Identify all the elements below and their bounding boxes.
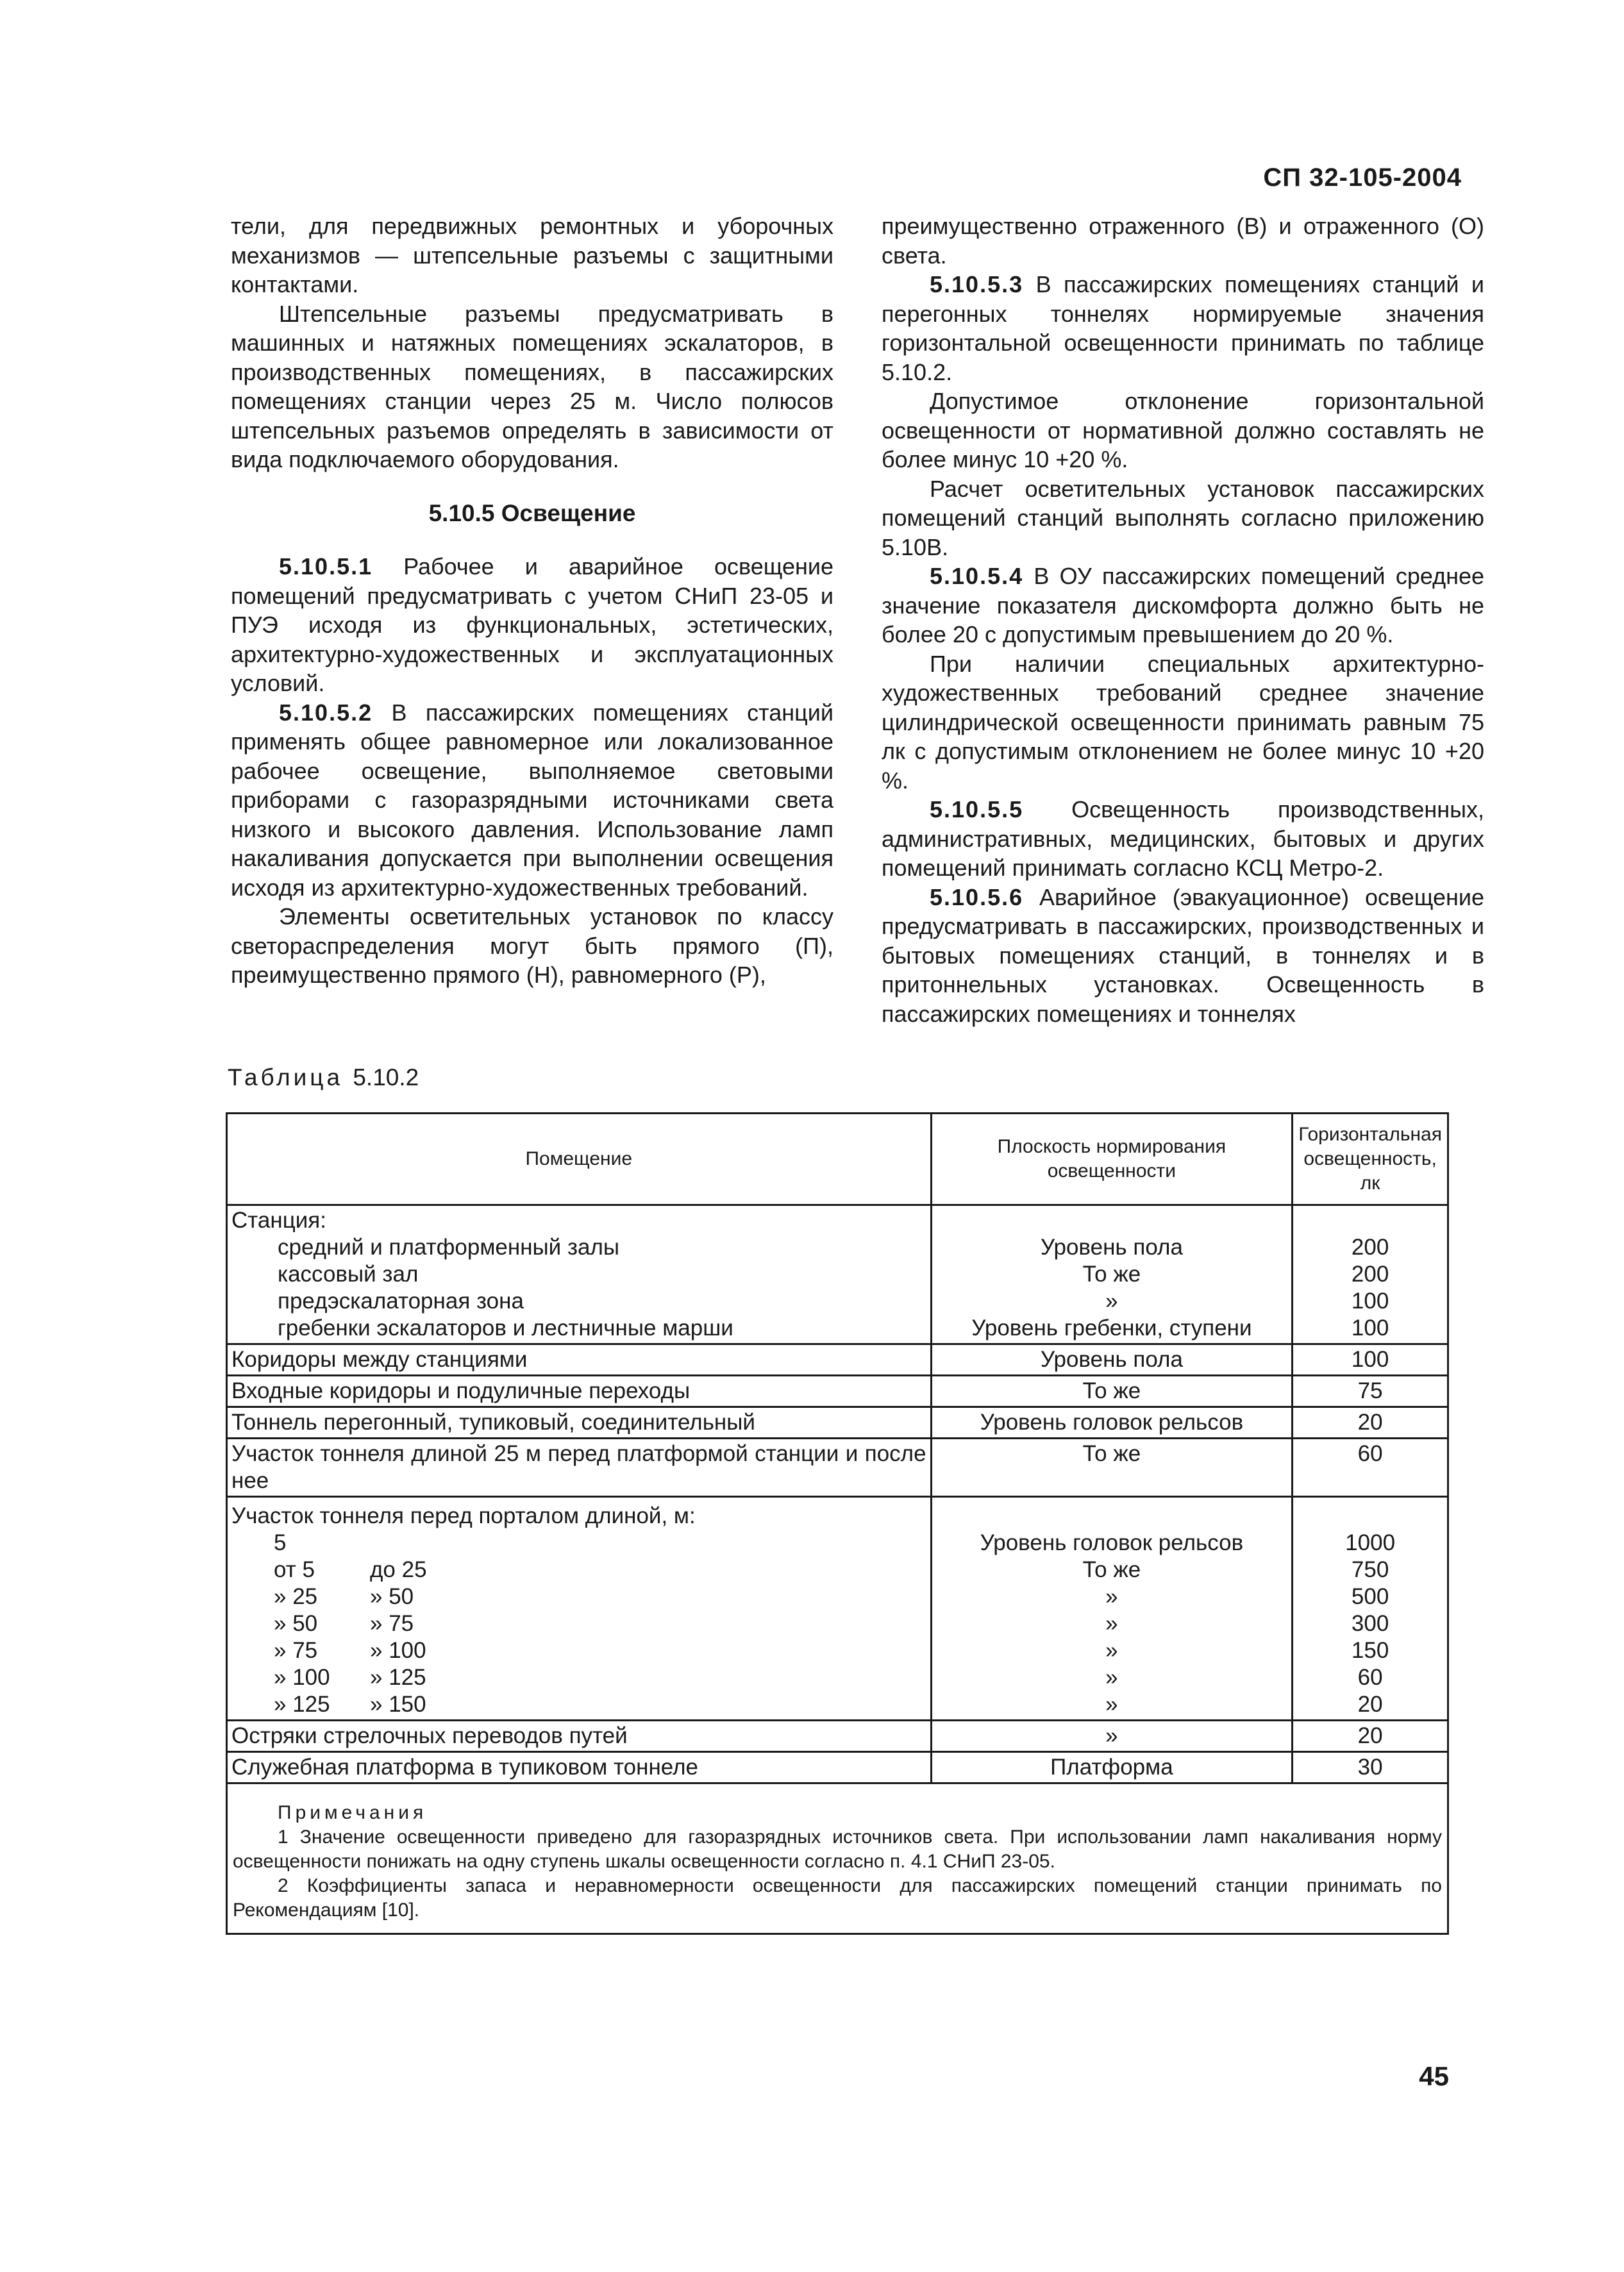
plane-cell: То же (931, 1376, 1293, 1407)
table-row (227, 1376, 1448, 1407)
illuminance-cell: 20 (1293, 1407, 1448, 1439)
room-cell: Входные коридоры и подуличные переходы (227, 1376, 932, 1407)
clause-number: 5.10.5.3 (930, 271, 1024, 297)
plane-value: » (1105, 1638, 1118, 1663)
table-row (227, 1407, 1448, 1439)
clause-text: В пассажирских помещениях станций и перегонных тоннелях нормируемые значения горизонтальной освещенности принимать по таблице 5.10.2. (882, 271, 1484, 385)
length-range (231, 1637, 926, 1664)
room-name: кассовый зал (278, 1262, 419, 1287)
plane-value: Уровень гребенки, ступени (971, 1316, 1252, 1341)
clause-number: 5.10.5.6 (930, 883, 1024, 910)
paragraph (231, 698, 833, 903)
room-cell: Участок тоннеля длиной 25 м перед платформой станции и после нее (227, 1439, 932, 1497)
range-to: до 25 (370, 1557, 427, 1582)
paragraph (882, 562, 1484, 649)
table-row (227, 1497, 1448, 1721)
clause-number: 5.10.5.4 (930, 563, 1024, 589)
header-plane: Плоскость нормирования освещенности (931, 1114, 1293, 1205)
header-room: Помещение (227, 1114, 932, 1205)
room-cell: Коридоры между станциями (227, 1344, 932, 1376)
range-from: » 50 (274, 1611, 318, 1636)
paragraph: преимущественно отраженного (В) и отраженного (О) света. (882, 213, 1484, 269)
clause-text: Аварийное (эвакуационное) освещение предусматривать в пассажирских, производственных и бытовых помещениях станций, в тоннелях и в притоннельных установках. Освещенность в пассажирских помещениях и тоннелях (882, 883, 1484, 1027)
table-row (227, 1344, 1448, 1376)
paragraph: Элементы осветительных установок по классу светораспределения могут быть прямого (П), преимущественно прямого (Н), равномерного (Р), (231, 903, 833, 988)
illuminance-value: 60 (1357, 1665, 1383, 1690)
doc-code: СП 32-105-2004 (1263, 163, 1462, 192)
paragraph (882, 795, 1484, 883)
plane-value: Уровень головок рельсов (980, 1530, 1244, 1555)
plane-value: То же (1082, 1262, 1141, 1287)
room-cell: Служебная платформа в тупиковом тоннеле (227, 1752, 932, 1783)
length-range (231, 1664, 926, 1691)
range-to: » 100 (370, 1638, 426, 1663)
paragraph: Расчет осветительных установок пассажирских помещений станций выполнять согласно приложению 5.10В. (882, 475, 1484, 560)
clause-number: 5.10.5.5 (930, 796, 1024, 823)
range-from: » 75 (274, 1638, 318, 1663)
table-row (227, 1752, 1448, 1783)
plane-value: » (1105, 1611, 1118, 1636)
plane-value: » (1105, 1289, 1118, 1314)
plane-value: Уровень пола (1040, 1235, 1183, 1260)
paragraph: тели, для передвижных ремонтных и уборочных механизмов — штепсельные разъемы с защитными контактами. (231, 213, 833, 297)
plane-cell (931, 1205, 1293, 1344)
plane-cell (931, 1497, 1293, 1721)
left-column (231, 212, 833, 990)
length-range (231, 1583, 926, 1610)
range-from: 5 (274, 1530, 287, 1555)
table-row (227, 1439, 1448, 1497)
room-cell: Тоннель перегонный, тупиковый, соединительный (227, 1407, 932, 1439)
plane-cell: Уровень пола (931, 1344, 1293, 1376)
illuminance-cell (1293, 1205, 1448, 1344)
table-header-row (227, 1114, 1448, 1205)
range-to: » 125 (370, 1665, 426, 1690)
paragraph: При наличии специальных архитектурно-художественных требований среднее значение цилиндрической освещенности принимать равным 75 лк с допустимым отклонением не более минус 10 +20 %. (882, 650, 1484, 794)
clause-text: Рабочее и аварийное освещение помещений предусматривать с учетом СНиП 23-05 и ПУЭ исходя из функциональных, эстетических, архитектурно-художественных и эксплуатационных условий. (231, 553, 833, 696)
illuminance-cell: 100 (1293, 1344, 1448, 1376)
illuminance-value: 200 (1351, 1262, 1389, 1287)
clause-number: 5.10.5.1 (279, 553, 373, 580)
note: 2 Коэффициенты запаса и неравномерности освещенности для пассажирских помещений станции принимать по Рекомендациям [10]. (233, 1875, 1442, 1921)
plane-value: » (1105, 1584, 1118, 1609)
table-notes (227, 1783, 1448, 1934)
paragraph: Штепсельные разъемы предусматривать в машинных и натяжных помещениях эскалаторов, в производственных помещениях, в пассажирских помещениях станции через 25 м. Число полюсов штепсельных разъемов определять в зависимости от вида подключаемого оборудования. (231, 300, 833, 472)
notes-title: Примечания (278, 1802, 428, 1823)
range-to: » 50 (370, 1584, 414, 1609)
range-from: от 5 (274, 1557, 315, 1582)
clause-text: Освещенность производственных, административных, медицинских, бытовых и других помещений принимать согласно КСЦ Метро-2. (882, 796, 1484, 881)
illuminance-value: 150 (1351, 1638, 1389, 1663)
paragraph (231, 552, 833, 698)
range-to: » 75 (370, 1611, 414, 1636)
room-name: гребенки эскалаторов и лестничные марши (278, 1316, 733, 1341)
illuminance-cell: 20 (1293, 1721, 1448, 1752)
clause-text: В пассажирских помещениях станций применять общее равномерное или локализованное рабочее освещение, выполняемое световыми приборами с газоразрядными источниками света низкого и высокого давления. Использование ламп накаливания допускается при выполнении освещения исходя из архитектурно-художественных требований. (231, 699, 833, 901)
table-caption-number: 5.10.2 (353, 1064, 419, 1090)
paragraph (882, 270, 1484, 387)
illuminance-value: 500 (1351, 1584, 1389, 1609)
plane-value: То же (1082, 1557, 1141, 1582)
paragraph: Допустимое отклонение горизонтальной освещенности от нормативной должно составлять не более минус 10 +20 %. (882, 388, 1484, 472)
illuminance-value: 750 (1351, 1557, 1389, 1582)
range-from: » 100 (274, 1665, 330, 1690)
illuminance-value: 200 (1351, 1235, 1389, 1260)
clause-number: 5.10.5.2 (279, 699, 373, 726)
plane-value: » (1105, 1665, 1118, 1690)
illuminance-value: 300 (1351, 1611, 1389, 1636)
note: 1 Значение освещенности приведено для газоразрядных источников света. При использовании ламп накаливания норму освещенности понижать на одну ступень шкалы освещенности согласно п. 4.1 СНиП 23-05. (233, 1826, 1442, 1872)
paragraph (882, 883, 1484, 1029)
room-name: средний и платформенный залы (278, 1235, 620, 1260)
clause-text: В ОУ пассажирских помещений среднее значение показателя дискомфорта должно быть не более 20 с допустимым превышением до 20 %. (882, 563, 1484, 647)
group-title: Станция: (231, 1208, 326, 1233)
room-cell (227, 1497, 932, 1721)
plane-value: » (1105, 1692, 1118, 1717)
table-caption (228, 1064, 419, 1091)
room-cell: Остряки стрелочных переводов путей (227, 1721, 932, 1752)
illuminance-value: 100 (1351, 1289, 1389, 1314)
group-title: Участок тоннеля перед порталом длиной, м: (231, 1503, 696, 1528)
length-range (231, 1530, 926, 1557)
plane-cell: То же (931, 1439, 1293, 1497)
table-notes-row (227, 1783, 1448, 1934)
plane-cell: » (931, 1721, 1293, 1752)
plane-cell: Уровень головок рельсов (931, 1407, 1293, 1439)
table-caption-word: Таблица (228, 1064, 344, 1090)
illuminance-cell (1293, 1497, 1448, 1721)
table-row (227, 1205, 1448, 1344)
header-illuminance: Горизонтальная освещенность, лк (1293, 1114, 1448, 1205)
illuminance-cell: 60 (1293, 1439, 1448, 1497)
plane-cell: Платформа (931, 1752, 1293, 1783)
page-number: 45 (1419, 2061, 1449, 2091)
length-range (231, 1610, 926, 1637)
room-name: предэскалаторная зона (278, 1289, 524, 1314)
illuminance-value: 20 (1357, 1692, 1383, 1717)
illuminance-value: 1000 (1345, 1530, 1396, 1555)
length-range (231, 1557, 926, 1583)
table-row (227, 1721, 1448, 1752)
range-to: » 150 (370, 1692, 426, 1717)
range-from: » 25 (274, 1584, 318, 1609)
illumination-table (226, 1112, 1449, 1935)
right-column (882, 212, 1484, 1028)
illuminance-cell: 75 (1293, 1376, 1448, 1407)
length-range (231, 1691, 926, 1718)
room-cell (227, 1205, 932, 1344)
section-heading: 5.10.5 Освещение (428, 499, 636, 526)
range-from: » 125 (274, 1692, 330, 1717)
illuminance-cell: 30 (1293, 1752, 1448, 1783)
illuminance-value: 100 (1351, 1316, 1389, 1341)
